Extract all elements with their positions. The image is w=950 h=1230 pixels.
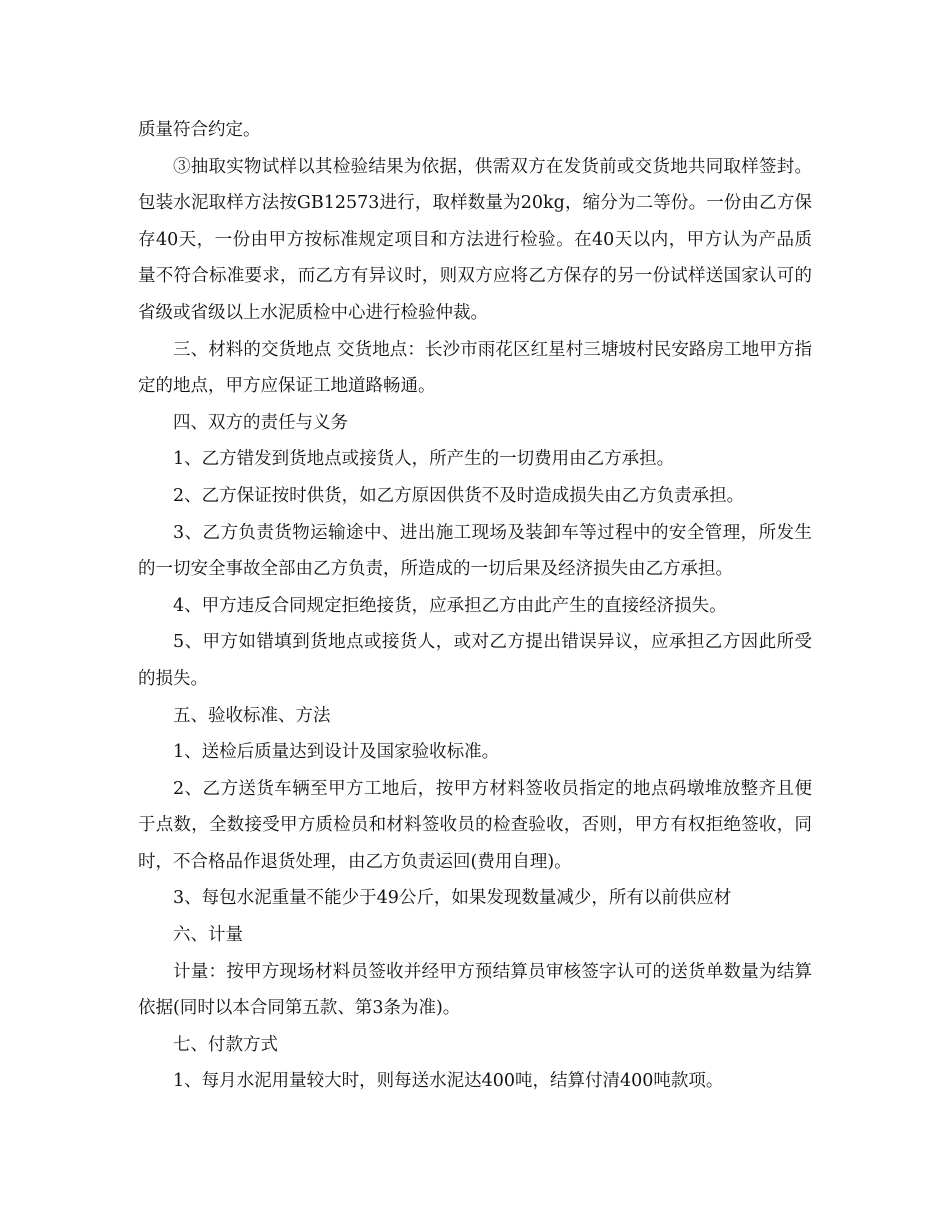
list-item: 4、甲方违反合同规定拒绝接货，应承担乙方由此产生的直接经济损失。 [173,595,727,616]
list-item: 1、乙方错发到货地点或接货人，所产生的一切费用由乙方承担。 [173,449,675,470]
paragraph: 质量符合约定。 [138,120,261,140]
list-item: 1、每月水泥用量较大时，则每送水泥达400吨，结算付清400吨款项。 [173,1071,724,1092]
document-body [138,112,812,1100]
section-heading: 四、双方的责任与义务 [173,412,348,433]
list-item: 1、送检后质量达到设计及国家验收标准。 [173,742,500,763]
list-item: 3、乙方负责货物运输途中、进出施工现场及装卸车等过程中的安全管理，所发生的一切安全事故全部由乙方负责，所造成的一切后果及经济损失由乙方承担。 [138,522,812,580]
list-item: 2、乙方保证按时供货，如乙方原因供货不及时造成损失由乙方负责承担。 [173,485,745,506]
section-heading-paragraph: 三、材料的交货地点 交货地点：长沙市雨花区红星村三塘坡村民安路房工地甲方指定的地点，甲方应保证工地道路畅通。 [138,339,812,397]
section-heading: 七、付款方式 [173,1034,278,1055]
paragraph: 计量：按甲方现场材料员签收并经甲方预结算员审核签字认可的送货单数量为结算依据(同时以本合同第五款、第3条为准)。 [138,961,812,1019]
list-item: 3、每包水泥重量不能少于49公斤，如果发现数量减少，所有以前供应材 [173,888,732,909]
list-item: 2、乙方送货车辆至甲方工地后，按甲方材料签收员指定的地点码墩堆放整齐且便于点数，全数接受甲方质检员和材料签收员的检查验收，否则，甲方有权拒绝签收，同时，不合格品作退货处理，由乙方负责运回(费用自理)。 [138,778,812,872]
section-heading: 五、验收标准、方法 [173,705,331,726]
paragraph: ③抽取实物试样以其检验结果为依据，供需双方在发货前或交货地共同取样签封。包装水泥取样方法按GB12573进行，取样数量为20kg，缩分为二等份。一份由乙方保存40天，一份由甲方按标准规定项目和方法进行检验。在40天以内，甲方认为产品质量不符合标准要求，而乙方有异议时，则双方应将乙方保存的另一份试样送国家认可的省级或省级以上水泥质检中心进行检验仲裁。 [138,156,812,323]
list-item: 5、甲方如错填到货地点或接货人，或对乙方提出错误异议，应承担乙方因此所受的损失。 [138,632,812,689]
section-heading: 六、计量 [173,925,243,946]
